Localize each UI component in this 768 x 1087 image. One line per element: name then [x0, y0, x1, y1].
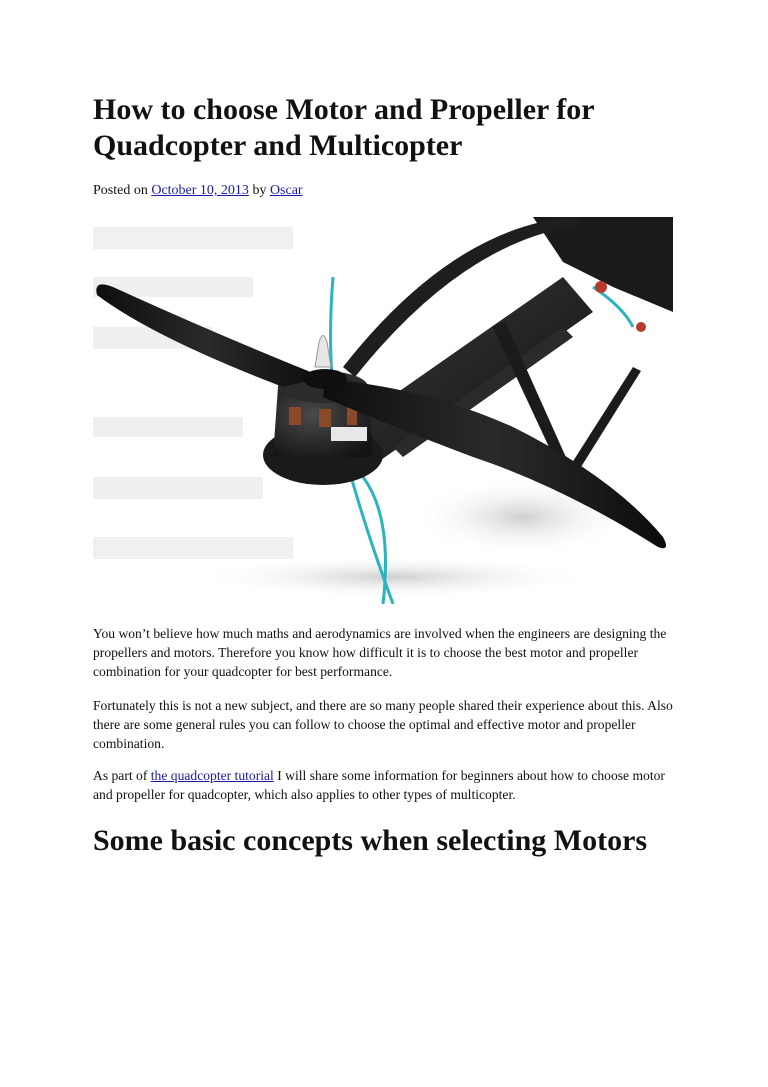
winding-1 — [289, 407, 301, 425]
motor-label — [331, 427, 367, 441]
paragraph-1: You won’t believe how much maths and aerodynamics are involved when the engineers are designing the propellers and motors. Therefore you know how difficult it is to choose the best motor and propeller combination for your quadcopter for best performance. — [93, 626, 667, 679]
floor-shadow — [193, 555, 593, 599]
paragraph-3-lead: As part of — [93, 768, 151, 783]
hero-image — [93, 217, 673, 604]
section-heading: Some basic concepts when selecting Motors — [93, 824, 648, 857]
quadcopter-motor-propeller-photo — [93, 217, 673, 604]
paragraph-3 — [93, 766, 675, 804]
wire-3 — [593, 287, 633, 327]
propeller-hub — [303, 369, 347, 389]
posted-on-label: Posted on — [93, 183, 148, 198]
post-date-link[interactable]: October 10, 2013 — [151, 183, 249, 198]
by-label: by — [252, 183, 267, 198]
paragraph-2: Fortunately this is not a new subject, and there are so many people shared their experience about this. Also there are some general rules you can follow to choose the optimal and effective motor and propeller combination. — [93, 698, 673, 751]
quadcopter-tutorial-link[interactable]: the quadcopter tutorial — [150, 768, 274, 783]
background-texture — [93, 227, 293, 559]
winding-2 — [319, 409, 331, 427]
article-title: How to choose Motor and Propeller for Quadcopter and Multicopter — [93, 93, 595, 162]
post-meta — [93, 182, 303, 200]
paragraph-3-rest: I will share some information for beginners about how to choose motor and propeller for quadcopter, which also applies to other types of multicopter. — [93, 768, 665, 802]
prop-adapter — [315, 336, 331, 368]
electronics-red-2 — [636, 322, 646, 332]
author-link[interactable]: Oscar — [269, 183, 303, 198]
electronics-red — [595, 281, 607, 293]
